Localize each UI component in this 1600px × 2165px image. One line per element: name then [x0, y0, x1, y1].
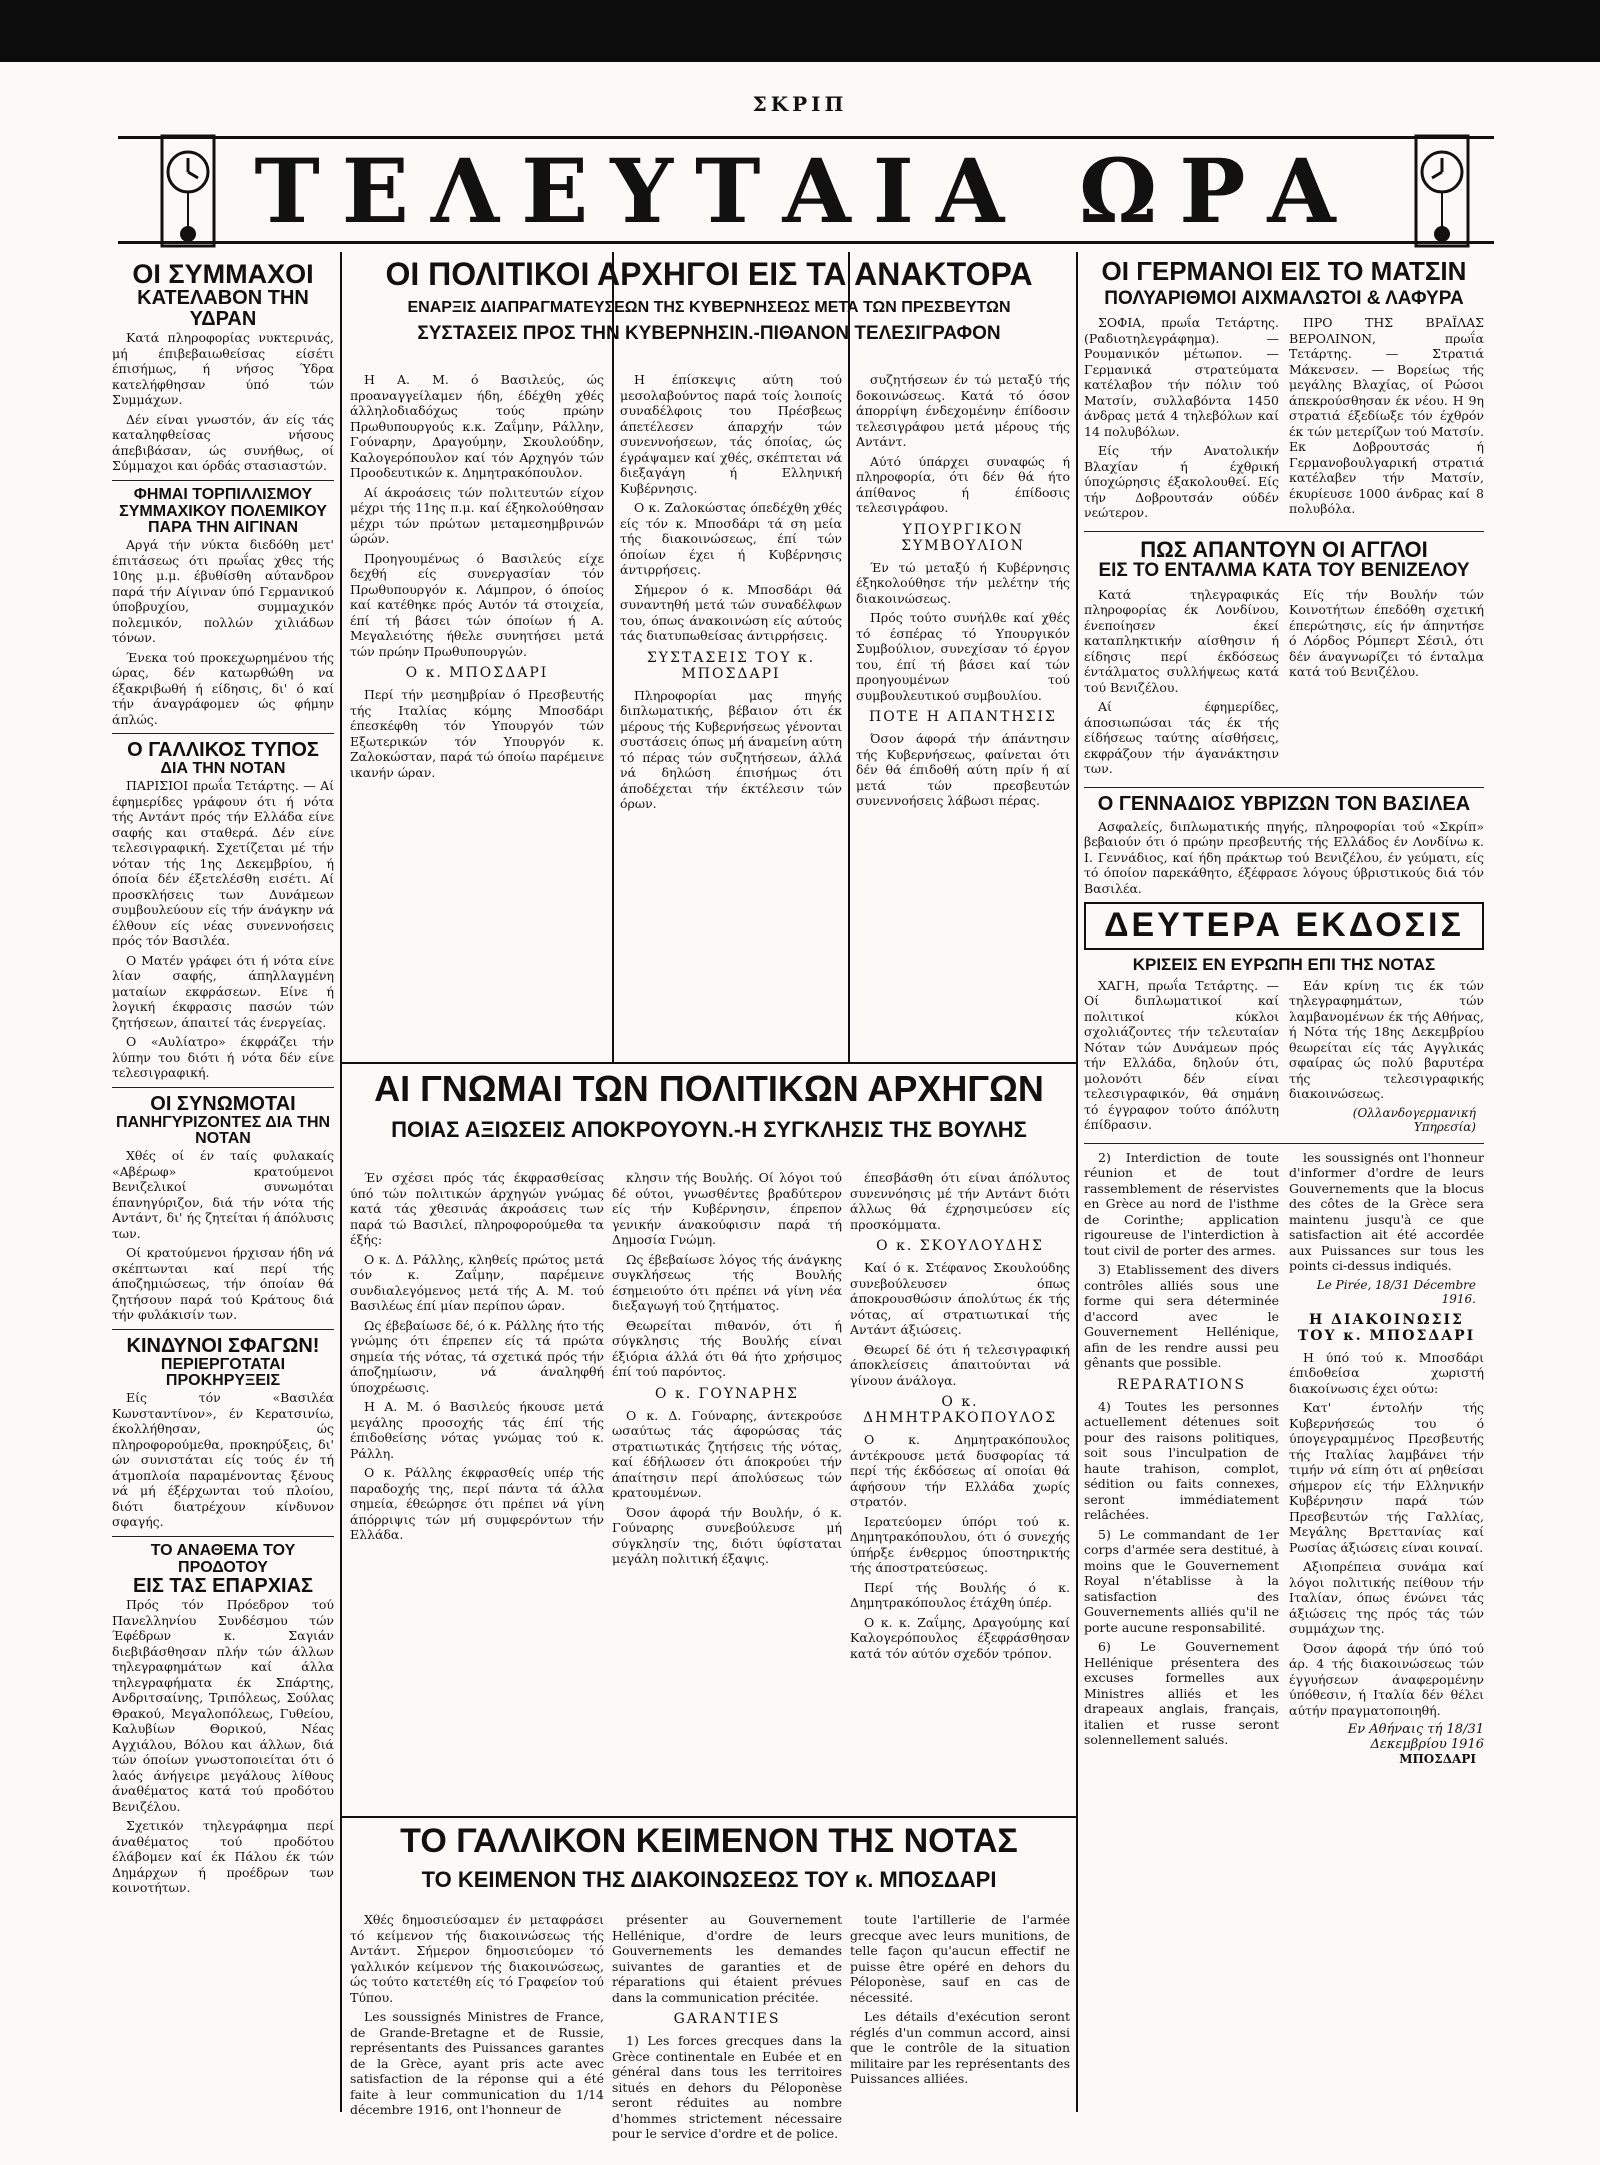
french-text-columns — [1084, 1150, 1484, 1767]
article-text: Η έπίσκεψις αύτη τού μεσολαβούντος παρά τοίς λοιποίς συναδέλφοις του Πρέσβεως άπετέλεσεν άπαρχήν τών συνεννοήσεων, τάς όποίας, ώς έγράψαμεν καί χθές, σκέπτεται νά διεξαγάγη ή Ελληνική Κυβέρνησις. — [620, 372, 842, 496]
article-text: les soussignés ont l'honneur d'informer d'ordre de leurs Gouvernements que la blocus des côtes de la Grèce sera maintenu jusqu'à ce que satisfaction ait été accordée aux Puissances sur tous les points ci-dessus indiqués. — [1289, 1149, 1484, 1274]
center-col-b — [620, 372, 842, 1052]
divider — [112, 1087, 334, 1088]
article-text: Η Α. Μ. ό Βασιλεύς, ώς προαναγγείλαμεν ήδη, έδέχθη χθές άλληλοδιαδόχως τούς πρώην Πρωθυπουργούς κ.κ. Ζαΐμην, Ράλλην, Γούναρην, Δραγούμην, Σκουλούδην, Καλογερόπουλον καί τόν Αρχηγόν τών Προοδευτικών κ. Δημητρακόπουλον. — [350, 372, 604, 480]
headline-demands-rejected: ΠΟΙΑΣ ΑΞΙΩΣΕΙΣ ΑΠΟΚΡΟΥΟΥΝ.-Η ΣΥΓΚΛΗΣΙΣ ΤΗΣ ΒΟΥΛΗΣ — [391, 1116, 1027, 1142]
article-text: Ασφαλείς, διπλωματικής πηγής, πληροφορίαι τού «Σκρίπ» βεβαιούν ότι ό πρώην πρεσβευτής τής Ελλάδος έν Λονδίνω κ. Ι. Γεννάδιος, καί ήδη πράκτωρ τού Βενιζέλου, έν γεύματι, είς τό όποίον παρεκάθητο, έξέφρασε λόγους ύβριστικούς διά τόν Βασιλέα. — [1084, 818, 1484, 896]
article-text: ΠΑΡΙΣΙΟΙ πρωΐα Τετάρτης. — Αί έφημερίδες γράφουν ότι ή νότα τής Αντάντ πρός τήν Ελλάδα είνε σαφής και σταθερά. Δέν είνε τελεσιγραφική. Σχετίζεται μέ τήν νόταν τής 1ης Δεκεμβρίου, ή όποία δέν έξετελέσθη εισέτι. Αί προσκλήσεις των Δυνάμεων συμβουλεύουν είς τήν άνάγκην νά έλθουν είς νέας συνεννοήσεις πρός τόν Βασιλέα. — [112, 778, 334, 949]
article-text: Les soussignés Ministres de France, de Grande-Bretagne et de Russie, représentants des Puissances garantes de la Grèce, ayant pris acte avec satisfaction de la réponse qui a été faite à leur communication du 1/14 décembre 1916, ont l'honneur de — [350, 2009, 604, 2117]
article-text: 3) Etablissement des divers contrôles alliés sous une forme qui sera déterminée d'accord avec le Gouvernement Hellénique, afin de les rendre aussi peu gênants que possible. — [1084, 1262, 1279, 1371]
english-columns — [1084, 587, 1484, 781]
article-text: Είς τήν Ανατολικήν Βλαχίαν ή έχθρική ύποχώρησις έξακολουθεί. Είς τήν Δοβρουτσάν ούδέν νεώτερον. — [1084, 443, 1279, 521]
center-mid-col-c — [850, 1170, 1070, 1810]
article-text: Ο κ. Δ. Γούναρης, άντεκρούσε ωσαύτως τάς άφορώσας τάς στρατιωτικάς ζητήσεις τής νότας, καί έδήλωσεν ότι άποκρούει τήν άπαίτησιν περί άπολύσεως τών κρατουμένων. — [612, 1407, 842, 1500]
article-text: ΣΟΦΙΑ, πρωΐα Τετάρτης. (Ραδιοτηλεγράφημα). — Ρουμανικόν μέτωπον. — Γερμανικά στρατεύματα κατέλαβον τήν πόλιν τού Ματσίν, συλλαβόντα 1450 άνδρας μετά 4 τηλεβόλων καί 14 πολυβόλων. — [1084, 315, 1279, 439]
headline-torpedo-rumor: ΦΗΜΑΙ ΤΟΡΠΙΛΛΙΣΜΟΥ ΣΥΜΜΑΧΙΚΟΥ ΠΟΛΕΜΙΚΟΥ ΠΑΡΑ ΤΗΝ ΑΙΓΙΝΑΝ — [119, 485, 327, 537]
article-text: Περί τήν μεσημβρίαν ό Πρεσβευτής τής Ιταλίας κόμης Μποσδάρι έπεσκέφθη τόν Υπουργόν τών Εξωτερικών τόν Υπουργόν κ. Ζαλοκώσταν, παρά τώ όποίω παρέμεινε ικανήν ώραν. — [350, 687, 604, 780]
scan-black-edge — [0, 0, 1600, 62]
headline-conspirators: ΟΙ ΣΥΝΩΜΟΤΑΙ ΠΑΝΗΓΥΡΙΖΟΝΤΕΣ ΔΙΑ ΤΗΝ ΝΟΤΑΝ — [115, 1092, 331, 1148]
article-text: Σχετικόν τηλεγράφημα περί άναθέματος τού προδότου έλάβομεν καί έκ Πάλου έκ τών Δημάρχων ή προέδρων των κοινοτήτων. — [112, 1818, 334, 1896]
article-text: Ως έβεβαίωσε λόγος τής άνάγκης συγκλήσεως τής Βουλής έσημειούτο ότι πρέπει νά γίνη νέα διεξαγωγή τού ζητήματος. — [612, 1251, 842, 1313]
center-col-c — [856, 372, 1070, 1052]
article-text: Όσον άφορά τήν Βουλήν, ό κ. Γούναρης συνεβούλευσε μή σύγκλησίν της, διότι ύφίσταται μεγάλη πολιτική έξαψις. — [612, 1504, 842, 1566]
signature: ΜΠΟΣΔΑΡΙ — [1399, 1752, 1476, 1767]
second-edition-box — [1084, 902, 1484, 950]
article-text: συζητήσεων έν τώ μεταξύ τής δοκοινώσεως. Κατά τό όσον άπορρίψη ένδεχομένην έπίδοσιν τελεσιγράφου μετά μέρους τής Αντάντ. — [856, 372, 1070, 449]
center-bottom-col-c — [850, 1912, 1070, 2142]
center-mid-col-b — [612, 1170, 842, 1810]
article-text: Έν τώ μεταξύ ή Κυβέρνησις έξηκολούθησε τήν μελέτην τής διακοινώσεως. — [856, 559, 1070, 606]
article-text: Ο «Αυλίατρο» έκφράζει τήν λύπην του διότι ή νότα δέν είνε τελεσιγραφική. — [112, 1034, 334, 1081]
article-text: 5) Le commandant de 1er corps d'armée sera destitué, à moins que le Gouvernement Royal n'établisse à la satisfaction des Gouvernements alliés qu'il ne porte aucune responsabilité. — [1084, 1526, 1279, 1635]
headline-french-text: ΤΟ ΓΑΛΛΙΚΟΝ ΚΕΙΜΕΝΟΝ ΤΗΣ ΝΟΤΑΣ — [400, 1824, 1018, 1860]
center-col-a — [350, 372, 604, 1052]
article-text: Κατά τηλεγραφικάς πληροφορίας έκ Λονδίνου, ένεποίησεν έκεί καταπληκτικήν αίσθησιν ή είδησις περί έκδόσεως έντάλματος συλλήψεως κατά τού Βενιζέλου. — [1084, 586, 1279, 695]
article-text: présenter au Gouvernement Hellénique, d'ordre de leurs Gouvernements les demandes suivantes de garanties et de réparations qui étaient prévues dans la communication précitée. — [612, 1912, 842, 2005]
headline-recommendations: ΣΥΣΤΑΣΕΙΣ ΠΡΟΣ ΤΗΝ ΚΥΒΕΡΝΗΣΙΝ.-ΠΙΘΑΝΟΝ ΤΕΛΕΣΙΓΡΑΦΟΝ — [417, 323, 1001, 345]
article-text: Αύτό ύπάρχει συναφώς ή πληροφορία, ότι δέν θά ήτο άπίθανος ή έπίδοσις τελεσιγράφου. — [856, 453, 1070, 515]
right-column — [1084, 258, 1484, 2142]
second-edition-col-b — [1289, 978, 1484, 1137]
divider — [112, 1329, 334, 1330]
column-1 — [112, 260, 334, 2140]
source-credit: (Ολλανδογερμανική Υπηρεσία) — [1352, 1105, 1476, 1134]
article-text: 2) Interdiction de toute réunion et de tout rassemblement de réservistes en Grèce au nord de l'isthme de Corinthe; application rigoureuse de l'interdiction à tout civil de porter des armes. — [1084, 1149, 1279, 1258]
headline-french-press: Ο ΓΑΛΛΙΚΟΣ ΤΥΠΟΣ ΔΙΑ ΤΗΝ ΝΟΤΑΝ — [127, 739, 319, 778]
headline-english-reply: ΠΩΣ ΑΠΑΝΤΟΥΝ ΟΙ ΑΓΓΛΟΙ ΕΙΣ ΤΟ ΕΝΤΑΛΜΑ ΚΑΤΑ ΤΟΥ ΒΕΝΙΖΕΛΟΥ — [1098, 536, 1470, 581]
article-text: κλησιν τής Βουλής. Οί λόγοι τού δέ ούτοι, γνωσθέντες βραδύτερον είς τήν Κυβέρνησιν, έπρεπον γενικήν άνακούφισιν παρά τή Δημοσία Γνώμη. — [612, 1170, 842, 1247]
subhead-garanties: GARANTIES — [673, 2011, 781, 2027]
note-date: Le Pirée, 18/31 Décembre 1916. — [1316, 1277, 1476, 1306]
column-rule — [1076, 252, 1078, 2112]
divider — [1084, 531, 1484, 532]
article-text: Κατά πληροφορίας νυκτερινάς, μή έπιβεβαιωθείσας είσέτι έπισήμως, ή νήσος Ύδρα κατελήφθησαν ύπό τών Συμμάχων. — [112, 330, 334, 408]
article-text: Θεωρείται πιθανόν, ότι ή σύγκλησις τής Βουλής είναι έξιόρια άλλά ότι θά ήτο χρήσιμος έπί τού παρόντος. — [612, 1317, 842, 1379]
subhead-skouloudis: Ο κ. ΣΚΟΥΛΟΥΔΗΣ — [876, 1238, 1044, 1254]
article-text: Ο κ. Ζαλοκώστας όπεδέχθη χθές είς τόν κ. Μποσδάρι τά ση μεία τής διακοινώσεως, έπί τών όποίων έχει ή Κυβέρνησις άντιρρήσεις. — [620, 500, 842, 577]
headline-second-edition: ΔΕΥΤΕΡΑ ΕΚΔΟΣΙΣ — [1104, 906, 1464, 945]
article-text: Πρός τόν Πρόεδρον τού Πανελληνίου Συνδέσμου τών Έφέδρων κ. Σαγιάν διεβιβάσθησαν πλήν τών άλλων τηλεγραφημάτων καί άλλα τηλεγραφήματα έκ Σπάρτης, Ανδριτσαίνης, Τριπόλεως, Σούλας Θρακού, Μεγαλοπόλεως, Γυθείου, Καλυβίων Θορικού, Νέας Αγχιάλου, Βόλου και άλλων, διά τών όποίων γνωστοποιείται ότι ό λαός άνήγειρε μεγάλους λίθους άναθέματος κατά τού προδότου Βενιζέλου. — [112, 1597, 334, 1814]
article-text: Αί άκροάσεις τών πολιτευτών είχον μέχρι τής 11ης π.μ. καί έξηκολούθησαν μέχρι τών πρώτων μεταμεσημβρινών ώρών. — [350, 484, 604, 546]
article-text: Είς τόν «Βασιλέα Κωνσταντίνον», έν Κερατσινίω, έκολλήθησαν, ώς πληροφορούμεθα, προκηρύξεις, δι' ών συνιστάται είς τούς έν τή άτμοπλοία παραμένοντας ξένους νά μή έξέρχωνται τού πλοίου, διότι διατρέχουν κίνδυνον σφαγής. — [112, 1390, 334, 1530]
subhead-dimitrakopoulos: Ο κ. ΔΗΜΗΤΡΑΚΟΠΟΥΛΟΣ — [862, 1394, 1058, 1426]
article-text: Αργά τήν νύκτα διεδόθη μετ' έπιτάσεως ότι πρωΐας χθες τής 10ης μ.μ. έβυθίσθη αύτανδρον παρά τήν Αίγιναν ύπό Γερμανικού ύποβρυχίου, συμμαχικόν πολεμικόν, πολλών χιλιάδων τόνων. — [112, 537, 334, 646]
article-text: Ο κ. Δημητρακόπουλος άντέκρουσε μετά δυσφορίας τά περί τής έκδόσεως αί οποίαι θά άφήσουν τήν Ελλάδα χωρίς στρατόν. — [850, 1432, 1070, 1509]
masthead — [118, 136, 1494, 244]
headline-gennadios: Ο ΓΕΝΝΑΔΙΟΣ ΥΒΡΙΖΩΝ ΤΟΝ ΒΑΣΙΛΕΑ — [1097, 792, 1471, 815]
article-text: 1) Les forces grecques dans la Grèce continentale en Eubée et en général dans tous les territoires situés en dehors du Péloponèse seront réduites au nombre d'hommes strictement nécessaire pour le service d'ordre et de police. — [612, 2033, 842, 2141]
article-text: Έν σχέσει πρός τάς έκφρασθείσας ύπό τών πολιτικών άρχηγών γνώμας κατά τάς χθεσινάς άκροάσεις των παρά τώ Βασιλεί, πληροφορούμεθα τα έξής: — [350, 1170, 604, 1247]
second-edition-columns — [1084, 978, 1484, 1137]
second-edition-col-a — [1084, 978, 1279, 1137]
article-text: 6) Le Gouvernement Hellénique présentera des excuses formelles aux Ministres alliés et les drapeaux anglais, français, italien et russe seront solennellement salués. — [1084, 1639, 1279, 1748]
headline-anathema: ΤΟ ΑΝΑΘΕΜΑ ΤΟΥ ΠΡΟΔΟΤΟΥ ΕΙΣ ΤΑΣ ΕΠΑΡΧΙΑΣ — [132, 1541, 314, 1598]
column-rule — [340, 252, 342, 2112]
english-col-b — [1289, 587, 1484, 781]
divider — [1084, 787, 1484, 788]
matsin-col-b — [1289, 315, 1484, 525]
article-text: Η ύπό τού κ. Μποσδάρι έπιδοθείσα χωριστή διακοίνωσις έχει ούτω: — [1289, 1349, 1484, 1396]
article-text: Προηγουμένως ό Βασιλεύς είχε δεχθή είς συνεργασίαν τόν Πρωθυπουργόν κ. Λάμπρον, ό όποίος καί κατέθηκε πρός Αυτόν τά στοιχεία, έπί τή βάσει τών όποίων ή Α. Μεγαλειότης ήθελε συνητήσει μετά τών πρώην Πρωθυπουργών. — [350, 550, 604, 659]
headline-prisoners: ΠΟΛΥΑΡΙΘΜΟΙ ΑΙΧΜΑΛΩΤΟΙ & ΛΑΦΥΡΑ — [1104, 288, 1464, 310]
article-text: Ο Ματέν γράφει ότι ή νότα είνε λίαν σαφής, άπηλλαγμένη ματαίων εκφράσεων. Είνε ή λογική έκφρασις πασών τών ζητήσεων, άπαιτεί τάς ένεργείας. — [112, 952, 334, 1030]
article-text: Είς τήν Βουλήν τών Κοινοτήτων έπεδόθη σχετική έπερώτησις, είς ήν άπηντήσε ό Λόρδος Ρόμπερτ Σέσιλ, ότι δέν άναγνωρίζει τό ένταλμα κατά τού Βενιζέλου. — [1289, 586, 1484, 680]
divider — [112, 1536, 334, 1537]
article-text: ΠΡΟ ΤΗΣ ΒΡΑΪΛΑΣ ΒΕΡΟΛΙΝΟΝ, πρωΐα Τετάρτης. — Στρατιά Μάκενσεν. — Βορείως τής μεγάλης Βλαχίας, οί Ρώσοι άπεκρούσθησαν έκ νέου. Η 9η στρατιά έξεδίωξε τόν έχθρόν έκ τών μετερίζων τού Ματσίν. Εκ Δοβρουτσάς ή Γερμανοβουλγαρική στρατιά κατέλαβεν τήν Ματσίν, έκυρίευσε 1000 άνδρας καί 8 πολυβόλα. — [1289, 315, 1484, 517]
center-bottom-col-a — [350, 1912, 604, 2142]
paper-name: ΣΚΡΙΠ — [752, 92, 848, 116]
article-text: Ο κ. Ράλλης έκφρασθείς υπέρ τής παραδοχής της, περί πάντα τά άλλα σημεία, έθεώρησε ότι πρέπει νά γίνη άπόρριψις τών μή συμφερόντων τήν Ελλάδα. — [350, 1465, 604, 1542]
article-text: Χθές οί έν ταίς φυλακαίς «Αβέρωφ» κρατούμενοι Βενιζελικοί συνωμόται έπανηγύριζον, διά τήν νότα τής Αντάντ, δι' ής ζητείται ή άπόλυσις των. — [112, 1148, 334, 1241]
headline-leaders-opinions: ΑΙ ΓΝΩΜΑΙ ΤΩΝ ΠΟΛΙΤΙΚΩΝ ΑΡΧΗΓΩΝ — [374, 1070, 1044, 1109]
article-text: Πληροφορίαι μας πηγής διπλωματικής, βέβαιον ότι έκ μέρους τής Κυβερνήσεως γένονται συστάσεις όπως μή άναμείνη αύτη τό πέρας τών συζητήσεων, άλλά νά δηλώση έπισήμως ότι άποδέχεται τήν έκτέλεσιν τών όρων. — [620, 687, 842, 811]
headline-bosdari-note: ΤΟ ΚΕΙΜΕΝΟΝ ΤΗΣ ΔΙΑΚΟΙΝΩΣΕΩΣ ΤΟΥ κ. ΜΠΟΣΔΑΡΙ — [421, 1866, 997, 1892]
divider — [112, 733, 334, 734]
article-text: Όσον άφορά τήν άπάντησιν τής Κυβερνήσεως, φαίνεται ότι δέν θά έπιδοθή αύτη πρίν ή αί μετά τών πρεσβευτών συνεννοήσεις λάβωσι πέρας. — [856, 731, 1070, 808]
article-text: ΧΑΓΗ, πρωΐα Τετάρτης. — Οί διπλωματικοί καί πολιτικοί κύκλοι σχολιάζοντες τήν τελευταίαν Νόταν τών Δυνάμεων πρός τήν Ελλάδα, δηλούν ότι, μολονότι δέν είναι τελεσιγραφικόν, θά σημάνη τό έγγραφον τούτο άπόλυτη έπίδρασιν. — [1084, 977, 1279, 1133]
article-text: Όσον άφορά τήν ύπό τού άρ. 4 τής διακοινώσεως τών έγγυήσεων άναφερομένην ύπόθεσιν, ή Ιταλία δέν θέλει αύτήν πραγματοποιηθή. — [1289, 1640, 1484, 1718]
french-col-a — [1084, 1150, 1279, 1767]
center-bottom-col-b — [612, 1912, 842, 2142]
article-text: Χθές δημοσιεύσαμεν έν μεταφράσει τό κείμενον τής διακοινώσεως τής Αντάντ. Σήμερον δημοσιεύομεν τό γαλλικόν κείμενον τής διακοινώσεως, ώς τούτο κατετέθη είς τό Γραφείον τού Τύπου. — [350, 1912, 604, 2005]
headline-germans-matsin: ΟΙ ΓΕΡΜΑΝΟΙ ΕΙΣ ΤΟ ΜΑΤΣΙΝ — [1101, 258, 1467, 286]
section-rule — [342, 1062, 1076, 1064]
headline-europe-reactions: ΚΡΙΣΕΙΣ ΕΝ ΕΥΡΩΠΗ ΕΠΙ ΤΗΣ ΝΟΤΑΣ — [1132, 954, 1436, 974]
headline-allies-hydra: ΟΙ ΣΥΜΜΑΧΟΙ ΚΑΤΕΛΑΒΟΝ ΤΗΝ ΥΔΡΑΝ — [132, 260, 314, 331]
section-rule — [342, 1816, 1076, 1818]
article-text: Σήμερον ό κ. Μποσδάρι θά συναντηθή μετά τών συναδέλφων του, όπως άνακοινώση είς αύτούς τάς διατυπωθείσας άντιρρήσεις. — [620, 581, 842, 643]
headline-massacre-danger: ΚΙΝΔΥΝΟΙ ΣΦΑΓΩΝ! ΠΕΡΙΕΡΓΟΤΑΤΑΙ ΠΡΟΚΗΡΥΞΕΙΣ — [126, 1334, 320, 1390]
article-text: Κατ' έντολήν τής Κυβερνήσεώς του ό ύπογεγραμμένος Πρεσβευτής τής Ιταλίας λαμβάνει τήν τιμήν νά είπη ότι αί ρηθείσαι σήμερον είς τήν Ελληνικήν Κυβέρνησιν παρά τών Πρεσβευτών τής Γαλλίας, Μεγάλης Βρεττανίας καί Ρωσίας άξιώσεις είναι κοιναί. — [1289, 1400, 1484, 1555]
center-bottom-headlines — [350, 1824, 1068, 1914]
article-text: Αξιοπρέπεια συνάμα καί λόγοι πολιτικής πείθουν τήν Ιταλίαν, όπως ένώνει τάς άξιώσεις της πρός τάς τών συμμάχων της. — [1289, 1559, 1484, 1637]
subhead-bosdari-recommendations: ΣΥΣΤΑΣΕΙΣ ΤΟΥ κ. ΜΠΟΣΔΑΡΙ — [646, 649, 816, 682]
dateline: Εν Αθήναις τή 18/31 Δεκεμβρίου 1916 — [1347, 1722, 1484, 1753]
article-text: Η Α. Μ. ό Βασιλεύς ήκουσε μετά μεγάλης προσοχής τάς έπί τής έπιδοθείσης νότας γνώμας τού κ. Ράλλη. — [350, 1399, 604, 1461]
masthead-title: ΤΕΛΕΥΤΑΙΑ ΩΡΑ — [254, 139, 1358, 243]
headline-negotiations: ΕΝΑΡΞΙΣ ΔΙΑΠΡΑΓΜΑΤΕΥΣΕΩΝ ΤΗΣ ΚΥΒΕΡΝΗΣΕΩΣ ΜΕΤΑ ΤΩΝ ΠΡΕΣΒΕΥΤΩΝ — [407, 298, 1011, 316]
subhead-cabinet: ΥΠΟΥΡΓΙΚΟΝ ΣΥΜΒΟΥΛΙΟΝ — [901, 521, 1025, 554]
article-text: Αί έφημερίδες, άποσιωπώσαι τάς έκ τής είδήσεως ταύτης αίσθήσεις, εκφράζουν τήν άγανάκτησιν των. — [1084, 699, 1279, 777]
center-mid-headlines — [350, 1070, 1068, 1166]
subhead-reply-when: ΠΟΤΕ Η ΑΠΑΝΤΗΣΙΣ — [869, 709, 1057, 725]
headline-leaders-palace: ΟΙ ΠΟΛΙΤΙΚΟΙ ΑΡΧΗΓΟΙ ΕΙΣ ΤΑ ΑΝΑΚΤΟΡΑ — [385, 258, 1033, 292]
article-text: Ένεκα τού προκεχωρημένου τής ώρας, δέν κατωρθώθη να έξακριβωθή ή είδησις, δι' ό καί τήν άναγράφομεν ώς φήμην άπλώς. — [112, 649, 334, 727]
french-col-b — [1289, 1150, 1484, 1767]
article-text: Ως έβεβαίωσε δέ, ό κ. Ράλλης ήτο τής γνώμης ότι έπρεπεν είς τά πρώτα σημεία τής νότας, τά σχετικά πρός τήν άποζημίωσιν, νά άναληφθή ύποχρέωσις. — [350, 1317, 604, 1395]
article-text: Πρός τούτο συνήλθε καί χθές τό έσπέρας τό Υπουργικόν Συμβούλιον, συνεχίσαν τό έργον του, έπί τή βάσει καί τών προηγουμένων τού συμβουλευτικού συμβουλίου. — [856, 610, 1070, 703]
article-text: toute l'artillerie de l'armée grecque avec leurs munitions, de telle façon qu'aucun effectif ne puisse être opéré en dehors du Péloponèse, sauf en cas de nécessité. — [850, 1912, 1070, 2005]
divider — [1084, 1143, 1484, 1144]
article-text: Ο κ. κ. Ζαΐμης, Δραγούμης καί Καλογερόπουλος έξεφράσθησαν κατά τόν αύτόν σχεδόν τρόπον. — [850, 1614, 1070, 1661]
article-text: Περί τής Βουλής ό κ. Δημητρακόπουλος έτάχθη ύπέρ. — [850, 1579, 1070, 1610]
subhead-gounaris: Ο κ. ΓΟΥΝΑΡΗΣ — [655, 1385, 799, 1402]
matsin-columns — [1084, 315, 1484, 525]
subhead-bosdari-note: Η ΔΙΑΚΟΙΝΩΣΙΣ ΤΟΥ κ. ΜΠΟΣΔΑΡΙ — [1297, 1311, 1476, 1344]
article-text: Καί ό κ. Στέφανος Σκουλούδης συνεβούλευσεν όπως άποκρουσθώσιν άπολύτως έκ τής νότας, αί στρατιωτικαί τής Αντάντ άξιώσεις. — [850, 1260, 1070, 1337]
article-text: Δέν είναι γνωστόν, άν είς τάς καταληφθείσας νήσους άπεβιβάσαν, ώς συνήθως, οί Σύμμαχοι και όρδάς στασιαστών. — [112, 411, 334, 474]
subhead-reparations: REPARATIONS — [1116, 1376, 1247, 1393]
article-text: Οί κρατούμενοι ήρχισαν ήδη νά σκέπτωνται καί περί τής άποζημιώσεως, τήν όποίαν θά ζητήσουν παρά τού Κράτους διά τήν φυλάκισίν των. — [112, 1245, 334, 1323]
subhead-bosdari: Ο κ. ΜΠΟΣΔΑΡΙ — [405, 665, 549, 681]
article-text: 4) Toutes les personnes actuellement détenues soit pour des raisons politiques, soit sous l'inculpation de haute trahison, complot, sédition ou faits connexes, seront immédiatement relâchées. — [1084, 1398, 1279, 1523]
article-text: Les détails d'exécution seront réglés d'un commun accord, ainsi que le contrôle de la situation militaire par les représentants des Puissances alliées. — [850, 2009, 1070, 2086]
center-mid-col-a — [350, 1170, 604, 1810]
article-text: Εάν κρίνη τις έκ τών τηλεγραφημάτων, τών λαμβανομένων έκ τής Αθήνας, ή Νότα τής 18ης Δεκεμβρίου θεωρείται είς τάς Αγγλικάς σφαίρας ώς πολύ βαρυτέρα τής τελεσιγραφικής διακοινώσεως. — [1289, 977, 1484, 1102]
matsin-col-a — [1084, 315, 1279, 525]
article-text: Ιερατεύομεν ύπόρι τού κ. Δημητρακόπουλου, ότι ό συνεχής ύπήρξε ένθερμος ύποστηρικτής τής άποστρατεύσεως. — [850, 1513, 1070, 1575]
english-col-a — [1084, 587, 1279, 781]
article-text: Ο κ. Δ. Ράλλης, κληθείς πρώτος μετά τόν κ. Ζαΐμην, παρέμεινε συνδιαλεγόμενος μετά τής Α. Μ. τού Βασιλέως έπί μίαν περίπου ώραν. — [350, 1251, 604, 1313]
divider — [112, 480, 334, 481]
article-text: έπεσβάσθη ότι είναι άπόλυτος συνεννόησις μέ τήν Αντάντ διότι άλλως θά έχρησιμεύσεν είς προσκόμματα. — [850, 1170, 1070, 1232]
article-text: Θεωρεί δέ ότι ή τελεσιγραφική άποκλείσεις άπαιτούνται νά γίνουν άνάλογα. — [850, 1341, 1070, 1388]
